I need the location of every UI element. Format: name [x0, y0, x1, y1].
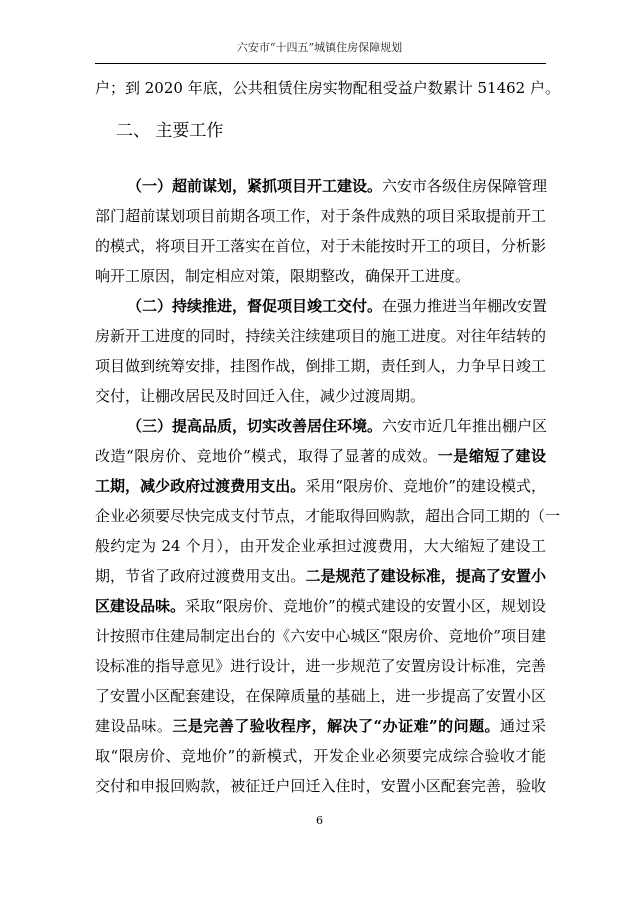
paragraph-3-line-5: 般约定为 24 个月），由开发企业承担过渡费用，大大缩短了建设工	[95, 537, 546, 555]
paragraph-3-line-6	[95, 566, 546, 586]
paragraph-1-heading: （一）超前谋划，紧抓项目开工建设。	[127, 177, 383, 195]
point-one-heading-a: 一是缩短了建设	[437, 447, 546, 465]
paragraph-2-line-4: 交付，让棚改居民及时回迁入住，减少过渡周期。	[95, 387, 426, 405]
section-title: 二、 主要工作	[116, 121, 224, 141]
intro-line: 户；到 2020 年底，公共租赁住房实物配租受益户数累计 51462 户。	[95, 79, 560, 97]
paragraph-3-line-11-text-a: 建设品味。	[95, 717, 173, 735]
paragraph-3-line-1-text: 六安市近几年推出棚户区	[382, 417, 548, 435]
point-three-heading: 三是完善了验收程序，解决了“办证难”的问题。	[172, 717, 501, 735]
page-number: 6	[316, 814, 323, 827]
point-two-heading-a: 二是规范了建设标准，提高了安置小	[305, 567, 546, 585]
paragraph-3-line-11-text-b: 通过采	[500, 717, 546, 735]
paragraph-3-line-4: 企业必须要尽快完成支付节点，才能取得回购款，超出合同工期的（一	[95, 507, 561, 525]
paragraph-3-line-3-text: 采用“限房价、竞地价”的建设模式，	[305, 477, 546, 495]
paragraph-1-line-4: 响开工原因，制定相应对策，限期整改，确保开工进度。	[95, 267, 471, 285]
paragraph-3-line-8: 计按照市住建局制定出台的《六安中心城区“限房价、竞地价”项目建	[95, 627, 546, 645]
paragraph-3-line-12: 取“限房价、竞地价”的新模式，开发企业必须要完成综合验收才能	[95, 747, 546, 765]
paragraph-3-line-6-text: 期，节省了政府过渡费用支出。	[95, 567, 306, 585]
header-title: 六安市“十四五”城镇住房保障规划	[236, 41, 403, 54]
paragraph-2-heading: （二）持续推进，督促项目竣工交付。	[127, 297, 383, 315]
paragraph-1-line-1	[127, 176, 546, 196]
paragraph-2-line-3: 项目做到统筹安排，挂图作战，倒排工期，责任到人，力争早日竣工	[95, 357, 546, 375]
paragraph-3-line-13: 交付和申报回购款，被征迁户回迁入住时，安置小区配套完善，验收	[95, 777, 546, 795]
paragraph-3-line-10: 了安置小区配套建设，在保障质量的基础上，进一步提高了安置小区	[95, 687, 546, 705]
paragraph-3-line-9: 设标准的指导意见》进行设计，进一步规范了安置房设计标准，完善	[95, 657, 546, 675]
paragraph-2-line-1	[127, 296, 546, 316]
paragraph-3-heading: （三）提高品质，切实改善居住环境。	[127, 417, 383, 435]
paragraph-3-line-3	[95, 476, 546, 496]
paragraph-3-line-1	[127, 416, 546, 436]
paragraph-3-line-11	[95, 716, 546, 736]
paragraph-1-line-3: 的模式，将项目开工落实在首位，对于未能按时开工的项目，分析影	[95, 237, 546, 255]
point-two-heading-b: 区建设品味。	[95, 597, 186, 615]
paragraph-1-line-2: 部门超前谋划项目前期各项工作，对于条件成熟的项目采取提前开工	[95, 207, 546, 225]
paragraph-3-line-2-text: 改造“限房价、竞地价”模式，取得了显著的成效。	[95, 447, 438, 465]
header-divider	[95, 63, 546, 64]
paragraph-2-line-1-text: 在强力推进当年棚改安置	[382, 297, 548, 315]
paragraph-1-line-1-text: 六安市各级住房保障管理	[382, 177, 548, 195]
paragraph-2-line-2: 房新开工进度的同时，持续关注续建项目的施工进度。对往年结转的	[95, 327, 546, 345]
paragraph-3-line-7	[95, 596, 546, 616]
point-one-heading-b: 工期，减少政府过渡费用支出。	[95, 477, 306, 495]
paragraph-3-line-7-text: 采取“限房价、竞地价”的模式建设的安置小区，规划设	[185, 597, 546, 615]
paragraph-3-line-2	[95, 446, 546, 466]
